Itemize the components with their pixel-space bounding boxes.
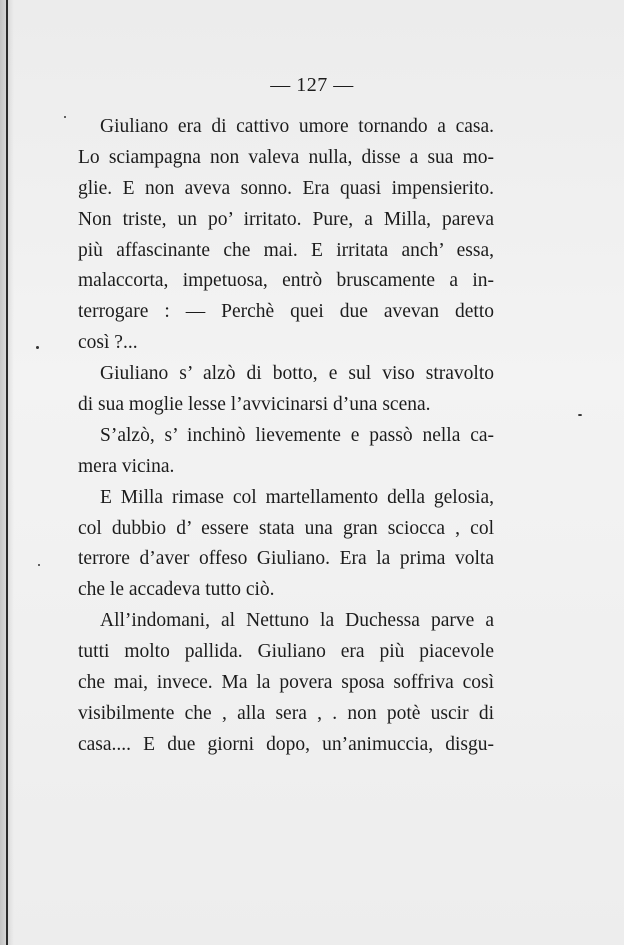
body-text <box>78 112 494 761</box>
binding-edge <box>6 0 8 945</box>
print-speck <box>38 564 40 566</box>
text-line: di sua moglie lesse l’avvicinarsi d’una scena. <box>78 394 431 416</box>
text-line: mera vicina. <box>78 455 175 477</box>
page-number: — 127 — <box>270 74 354 96</box>
text-line: terrore d’aver offeso Giuliano. Era la prima volta <box>78 548 494 570</box>
text-line: che le accadeva tutto ciò. <box>78 579 275 601</box>
text-line: tutti molto pallida. Giuliano era più piacevole <box>78 641 494 663</box>
text-line: All’indomani, al Nettuno la Duchessa parve a <box>100 610 494 632</box>
print-speck <box>36 346 39 349</box>
text-line: E Milla rimase col martellamento della gelosia, <box>100 486 494 508</box>
text-line: malaccorta, impetuosa, entrò bruscamente a in- <box>78 270 494 292</box>
text-line: glie. E non aveva sonno. Era quasi impensierito. <box>78 177 494 199</box>
text-line: Giuliano s’ alzò di botto, e sul viso stravolto <box>100 363 494 385</box>
text-line: visibilmente che , alla sera , . non potè uscir di <box>78 702 494 724</box>
print-speck <box>64 116 66 118</box>
text-line: che mai, invece. Ma la povera sposa soffriva così <box>78 672 494 694</box>
print-speck <box>578 414 582 416</box>
text-line: col dubbio d’ essere stata una gran sciocca , col <box>78 517 494 539</box>
text-line: Non triste, un po’ irritato. Pure, a Milla, pareva <box>78 208 494 230</box>
text-line: casa.... E due giorni dopo, un’animuccia, disgu- <box>78 733 494 755</box>
text-line: più affascinante che mai. E irritata anch’ essa, <box>78 239 494 261</box>
text-line: terrogare : — Perchè quei due avevan detto <box>78 301 494 323</box>
text-line: così ?... <box>78 332 138 354</box>
text-line: Giuliano era di cattivo umore tornando a casa. <box>100 116 494 137</box>
text-line: Lo sciampagna non valeva nulla, disse a sua mo- <box>78 146 494 168</box>
text-line: S’alzò, s’ inchinò lievemente e passò nella ca- <box>100 424 494 446</box>
